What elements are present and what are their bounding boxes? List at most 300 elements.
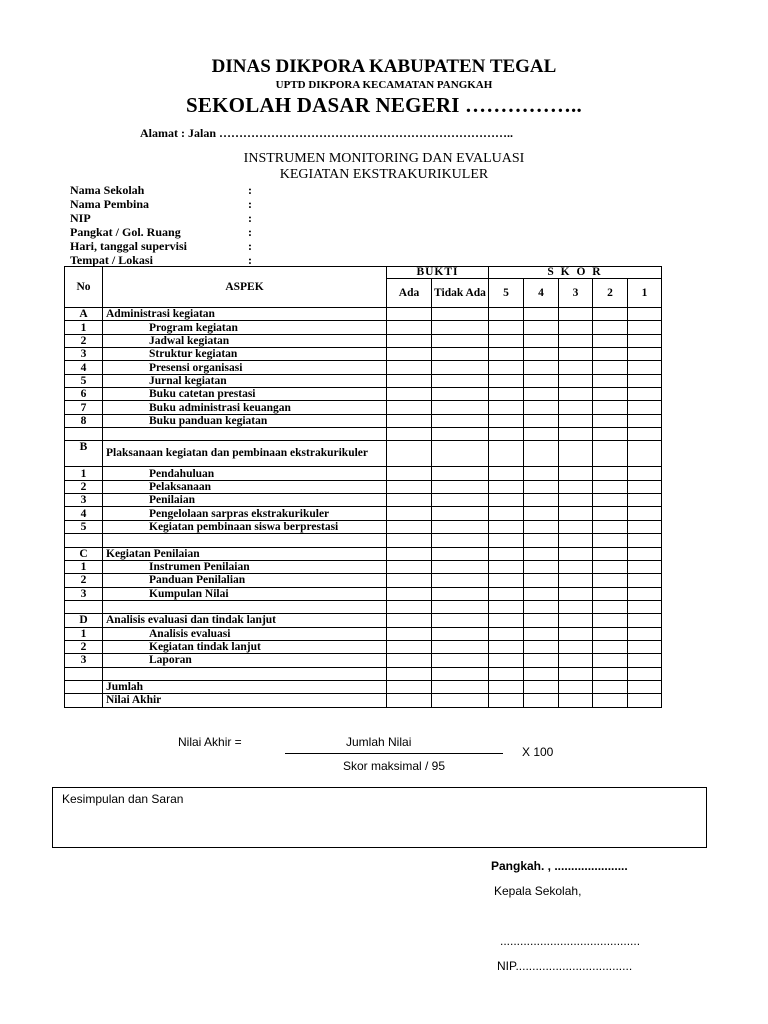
aspect-text: Analisis evaluasi dan tindak lanjut [103, 614, 387, 627]
evidence-cell[interactable] [432, 388, 489, 401]
row-number: D [65, 614, 103, 627]
score-cell[interactable] [593, 480, 628, 493]
evidence-cell[interactable] [432, 480, 489, 493]
score-cell[interactable] [628, 614, 662, 627]
score-cell[interactable] [628, 534, 662, 547]
score-cell[interactable] [593, 467, 628, 480]
score-cell[interactable] [524, 587, 559, 600]
evidence-cell[interactable] [432, 507, 489, 520]
score-cell[interactable] [524, 467, 559, 480]
score-cell[interactable] [524, 321, 559, 334]
score-cell[interactable] [559, 308, 593, 321]
score-cell[interactable] [593, 374, 628, 387]
table-row [65, 614, 662, 627]
identity-field [70, 197, 252, 211]
column-header-score-1: 1 [628, 279, 662, 308]
score-cell[interactable] [559, 520, 593, 533]
score-cell[interactable] [628, 667, 662, 680]
score-cell[interactable] [559, 414, 593, 427]
evidence-cell[interactable] [432, 627, 489, 640]
aspect-text: Jumlah [103, 680, 387, 693]
aspect-text: Pengelolaan sarpras ekstrakurikuler [103, 507, 387, 520]
table-row [65, 520, 662, 533]
aspect-text [103, 667, 387, 680]
score-cell[interactable] [489, 587, 524, 600]
row-number: 4 [65, 361, 103, 374]
row-number: C [65, 547, 103, 560]
score-cell[interactable] [559, 640, 593, 653]
aspect-text: Buku panduan kegiatan [103, 414, 387, 427]
score-cell[interactable] [524, 401, 559, 414]
score-cell[interactable] [593, 520, 628, 533]
score-cell[interactable] [628, 507, 662, 520]
evidence-cell[interactable] [432, 547, 489, 560]
table-row [65, 401, 662, 414]
score-cell[interactable] [593, 308, 628, 321]
score-cell[interactable] [593, 507, 628, 520]
aspect-text: Presensi organisasi [103, 361, 387, 374]
evidence-cell[interactable] [432, 348, 489, 361]
score-cell[interactable] [489, 600, 524, 613]
evidence-cell[interactable] [432, 428, 489, 441]
evidence-cell[interactable] [432, 667, 489, 680]
score-cell[interactable] [628, 348, 662, 361]
score-cell[interactable] [559, 694, 593, 707]
score-cell[interactable] [559, 401, 593, 414]
score-cell[interactable] [628, 480, 662, 493]
score-cell[interactable] [524, 667, 559, 680]
aspect-text: Kegiatan tindak lanjut [103, 640, 387, 653]
score-cell[interactable] [559, 627, 593, 640]
score-cell[interactable] [524, 441, 559, 467]
aspect-text: Buku catetan prestasi [103, 388, 387, 401]
evidence-cell[interactable] [432, 600, 489, 613]
table-row [65, 534, 662, 547]
score-cell[interactable] [524, 414, 559, 427]
row-number: 5 [65, 374, 103, 387]
score-cell[interactable] [489, 428, 524, 441]
table-row [65, 361, 662, 374]
score-cell[interactable] [628, 654, 662, 667]
column-header-aspek: ASPEK [103, 267, 387, 308]
row-number: 2 [65, 334, 103, 347]
score-cell[interactable] [628, 361, 662, 374]
table-row [65, 334, 662, 347]
form-title-line-2: KEGIATAN EKSTRAKURIKULER [279, 167, 489, 182]
aspect-text [103, 600, 387, 613]
evidence-cell[interactable] [387, 428, 432, 441]
score-cell[interactable] [524, 694, 559, 707]
score-cell[interactable] [593, 614, 628, 627]
aspect-text: Penilaian [103, 494, 387, 507]
score-cell[interactable] [524, 574, 559, 587]
evidence-cell[interactable] [387, 334, 432, 347]
score-cell[interactable] [489, 361, 524, 374]
identity-field-separator: : [248, 211, 252, 225]
evidence-cell[interactable] [387, 560, 432, 573]
score-cell[interactable] [628, 321, 662, 334]
column-header-skor: S K O R [489, 267, 662, 279]
score-cell[interactable] [593, 334, 628, 347]
row-number: 3 [65, 654, 103, 667]
score-cell[interactable] [593, 388, 628, 401]
table-row [65, 587, 662, 600]
table-row [65, 640, 662, 653]
row-number: 4 [65, 507, 103, 520]
score-cell[interactable] [489, 507, 524, 520]
score-cell[interactable] [559, 494, 593, 507]
evidence-cell[interactable] [387, 640, 432, 653]
score-cell[interactable] [489, 654, 524, 667]
conclusion-label: Kesimpulan dan Saran [62, 792, 184, 806]
evidence-cell[interactable] [387, 308, 432, 321]
row-number: 1 [65, 321, 103, 334]
evidence-cell[interactable] [432, 560, 489, 573]
signature-role: Kepala Sekolah, [494, 884, 582, 898]
formula-numerator: Jumlah Nilai [346, 735, 412, 749]
score-cell[interactable] [559, 667, 593, 680]
score-cell[interactable] [628, 640, 662, 653]
evidence-cell[interactable] [387, 547, 432, 560]
row-number: 6 [65, 388, 103, 401]
score-cell[interactable] [524, 428, 559, 441]
score-cell[interactable] [489, 560, 524, 573]
score-cell[interactable] [489, 467, 524, 480]
signature-name-line: .......................................... [500, 934, 641, 948]
aspect-text: Pelaksanaan [103, 480, 387, 493]
score-cell[interactable] [593, 414, 628, 427]
evidence-cell[interactable] [432, 574, 489, 587]
score-cell[interactable] [559, 587, 593, 600]
score-cell[interactable] [593, 654, 628, 667]
form-title-line-1: INSTRUMEN MONITORING DAN EVALUASI [243, 151, 525, 166]
identity-field-label: Pangkat / Gol. Ruang [70, 225, 181, 239]
evidence-cell[interactable] [387, 321, 432, 334]
identity-field-label: Hari, tanggal supervisi [70, 239, 188, 253]
aspect-text: Administrasi kegiatan [103, 308, 387, 321]
score-cell[interactable] [593, 680, 628, 693]
score-cell[interactable] [524, 480, 559, 493]
aspect-text [103, 428, 387, 441]
score-cell[interactable] [524, 560, 559, 573]
evidence-cell[interactable] [387, 667, 432, 680]
score-cell[interactable] [489, 494, 524, 507]
score-cell[interactable] [489, 401, 524, 414]
score-cell[interactable] [628, 680, 662, 693]
score-cell[interactable] [524, 520, 559, 533]
score-cell[interactable] [559, 600, 593, 613]
row-number: A [65, 308, 103, 321]
table-row [65, 441, 662, 467]
score-cell[interactable] [593, 361, 628, 374]
score-cell[interactable] [628, 600, 662, 613]
row-number: 5 [65, 520, 103, 533]
unit-name: UPTD DIKPORA KECAMATAN PANGKAH [275, 79, 493, 91]
score-cell[interactable] [628, 520, 662, 533]
aspect-text [103, 534, 387, 547]
row-number: 2 [65, 574, 103, 587]
score-cell[interactable] [593, 694, 628, 707]
evidence-cell[interactable] [432, 321, 489, 334]
score-cell[interactable] [559, 348, 593, 361]
score-cell[interactable] [628, 574, 662, 587]
score-cell[interactable] [559, 680, 593, 693]
identity-field-separator: : [248, 239, 252, 253]
score-cell[interactable] [524, 494, 559, 507]
score-cell[interactable] [593, 321, 628, 334]
score-cell[interactable] [489, 667, 524, 680]
evidence-cell[interactable] [387, 401, 432, 414]
score-cell[interactable] [628, 694, 662, 707]
score-cell[interactable] [559, 614, 593, 627]
score-cell[interactable] [489, 348, 524, 361]
score-cell[interactable] [524, 507, 559, 520]
score-cell[interactable] [593, 428, 628, 441]
score-cell[interactable] [524, 348, 559, 361]
score-cell[interactable] [628, 374, 662, 387]
score-cell[interactable] [489, 574, 524, 587]
score-cell[interactable] [593, 640, 628, 653]
score-cell[interactable] [489, 627, 524, 640]
school-name: SEKOLAH DASAR NEGERI …………….. [186, 93, 582, 117]
evidence-cell[interactable] [432, 334, 489, 347]
table-row [65, 667, 662, 680]
score-cell[interactable] [593, 560, 628, 573]
score-cell[interactable] [489, 694, 524, 707]
score-cell[interactable] [559, 467, 593, 480]
score-cell[interactable] [628, 388, 662, 401]
signature-nip: NIP................................... [497, 959, 633, 973]
score-cell[interactable] [559, 507, 593, 520]
score-cell[interactable] [628, 494, 662, 507]
identity-field [70, 183, 252, 197]
score-cell[interactable] [628, 467, 662, 480]
score-cell[interactable] [593, 600, 628, 613]
table-row [65, 321, 662, 334]
row-number: B [65, 441, 103, 467]
column-header-bukti: BUKTI [387, 267, 489, 279]
score-cell[interactable] [593, 401, 628, 414]
identity-field-separator: : [248, 197, 252, 211]
table-row [65, 627, 662, 640]
table-row [65, 560, 662, 573]
score-cell[interactable] [628, 627, 662, 640]
score-cell[interactable] [559, 480, 593, 493]
score-cell[interactable] [524, 627, 559, 640]
evidence-cell[interactable] [387, 348, 432, 361]
score-cell[interactable] [628, 428, 662, 441]
identity-field-separator: : [248, 225, 252, 239]
score-cell[interactable] [524, 361, 559, 374]
evidence-cell[interactable] [432, 467, 489, 480]
aspect-text: Pendahuluan [103, 467, 387, 480]
score-cell[interactable] [524, 640, 559, 653]
evidence-cell[interactable] [432, 520, 489, 533]
score-cell[interactable] [593, 494, 628, 507]
table-row [65, 574, 662, 587]
identity-field-label: Nama Pembina [70, 197, 149, 211]
table-row [65, 547, 662, 560]
aspect-text: Struktur kegiatan [103, 348, 387, 361]
evidence-cell[interactable] [387, 441, 432, 467]
score-cell[interactable] [559, 547, 593, 560]
score-cell[interactable] [524, 534, 559, 547]
score-cell[interactable] [489, 547, 524, 560]
score-cell[interactable] [628, 441, 662, 467]
evidence-cell[interactable] [432, 680, 489, 693]
aspect-text: Analisis evaluasi [103, 627, 387, 640]
score-cell[interactable] [559, 388, 593, 401]
row-number: 1 [65, 467, 103, 480]
evidence-cell[interactable] [387, 627, 432, 640]
row-number [65, 680, 103, 693]
row-number: 3 [65, 494, 103, 507]
score-cell[interactable] [489, 680, 524, 693]
formula-label: Nilai Akhir = [178, 735, 242, 749]
score-cell[interactable] [628, 414, 662, 427]
evidence-cell[interactable] [387, 414, 432, 427]
table-row [65, 480, 662, 493]
table-row [65, 507, 662, 520]
score-cell[interactable] [524, 654, 559, 667]
evidence-cell[interactable] [432, 494, 489, 507]
evidence-cell[interactable] [432, 374, 489, 387]
score-cell[interactable] [489, 534, 524, 547]
score-cell[interactable] [559, 560, 593, 573]
score-cell[interactable] [524, 600, 559, 613]
score-cell[interactable] [593, 441, 628, 467]
score-cell[interactable] [628, 547, 662, 560]
evidence-cell[interactable] [432, 587, 489, 600]
identity-field [70, 239, 252, 253]
score-cell[interactable] [524, 547, 559, 560]
score-cell[interactable] [628, 308, 662, 321]
row-number [65, 694, 103, 707]
aspect-text: Buku administrasi keuangan [103, 401, 387, 414]
evidence-cell[interactable] [387, 388, 432, 401]
score-cell[interactable] [559, 321, 593, 334]
evidence-cell[interactable] [387, 507, 432, 520]
evidence-cell[interactable] [387, 654, 432, 667]
evidence-cell[interactable] [432, 694, 489, 707]
evidence-cell[interactable] [387, 600, 432, 613]
table-row [65, 600, 662, 613]
score-cell[interactable] [524, 334, 559, 347]
evidence-cell[interactable] [387, 361, 432, 374]
identity-field-label: Tempat / Lokasi [70, 253, 153, 267]
score-cell[interactable] [524, 614, 559, 627]
row-number [65, 600, 103, 613]
aspect-text: Laporan [103, 654, 387, 667]
aspect-text: Plaksanaan kegiatan dan pembinaan ekstrakurikuler [103, 441, 387, 467]
score-cell[interactable] [559, 334, 593, 347]
score-cell[interactable] [489, 520, 524, 533]
score-cell[interactable] [489, 480, 524, 493]
evidence-cell[interactable] [387, 374, 432, 387]
evidence-cell[interactable] [432, 361, 489, 374]
score-cell[interactable] [628, 334, 662, 347]
evidence-cell[interactable] [387, 694, 432, 707]
score-cell[interactable] [593, 547, 628, 560]
identity-field [70, 211, 252, 225]
evidence-cell[interactable] [432, 654, 489, 667]
score-cell[interactable] [559, 654, 593, 667]
score-cell[interactable] [593, 587, 628, 600]
evidence-cell[interactable] [387, 587, 432, 600]
evidence-cell[interactable] [387, 534, 432, 547]
score-cell[interactable] [593, 574, 628, 587]
evaluation-table-body [65, 308, 662, 708]
evidence-cell[interactable] [432, 640, 489, 653]
table-row [65, 308, 662, 321]
score-cell[interactable] [524, 680, 559, 693]
evidence-cell[interactable] [387, 480, 432, 493]
score-cell[interactable] [628, 560, 662, 573]
identity-field-label: Nama Sekolah [70, 183, 145, 197]
score-cell[interactable] [559, 534, 593, 547]
column-header-score-3: 3 [559, 279, 593, 308]
score-cell[interactable] [593, 348, 628, 361]
score-cell[interactable] [489, 414, 524, 427]
table-row [65, 414, 662, 427]
evidence-cell[interactable] [387, 520, 432, 533]
score-cell[interactable] [489, 388, 524, 401]
score-cell[interactable] [524, 308, 559, 321]
score-cell[interactable] [593, 667, 628, 680]
evidence-cell[interactable] [387, 574, 432, 587]
score-cell[interactable] [559, 574, 593, 587]
evidence-cell[interactable] [432, 308, 489, 321]
score-cell[interactable] [489, 321, 524, 334]
evidence-cell[interactable] [432, 414, 489, 427]
row-number: 7 [65, 401, 103, 414]
aspect-text: Program kegiatan [103, 321, 387, 334]
score-cell[interactable] [489, 374, 524, 387]
table-row [65, 680, 662, 693]
score-cell[interactable] [524, 374, 559, 387]
evidence-cell[interactable] [432, 441, 489, 467]
evidence-cell[interactable] [387, 614, 432, 627]
score-cell[interactable] [524, 388, 559, 401]
column-header-score-2: 2 [593, 279, 628, 308]
evidence-cell[interactable] [387, 680, 432, 693]
score-cell[interactable] [559, 361, 593, 374]
score-cell[interactable] [489, 441, 524, 467]
score-cell[interactable] [593, 534, 628, 547]
evidence-cell[interactable] [432, 614, 489, 627]
row-number: 3 [65, 587, 103, 600]
score-cell[interactable] [559, 428, 593, 441]
formula-fraction-line [285, 753, 503, 754]
identity-field [70, 225, 252, 239]
score-cell[interactable] [628, 587, 662, 600]
row-number: 1 [65, 560, 103, 573]
evidence-cell[interactable] [387, 467, 432, 480]
score-cell[interactable] [489, 308, 524, 321]
score-cell[interactable] [593, 627, 628, 640]
score-cell[interactable] [628, 401, 662, 414]
evidence-cell[interactable] [432, 401, 489, 414]
evidence-cell[interactable] [387, 494, 432, 507]
score-cell[interactable] [489, 614, 524, 627]
score-cell[interactable] [489, 640, 524, 653]
score-cell[interactable] [489, 334, 524, 347]
score-cell[interactable] [559, 441, 593, 467]
evidence-cell[interactable] [432, 534, 489, 547]
score-cell[interactable] [559, 374, 593, 387]
table-row [65, 388, 662, 401]
row-number: 8 [65, 414, 103, 427]
